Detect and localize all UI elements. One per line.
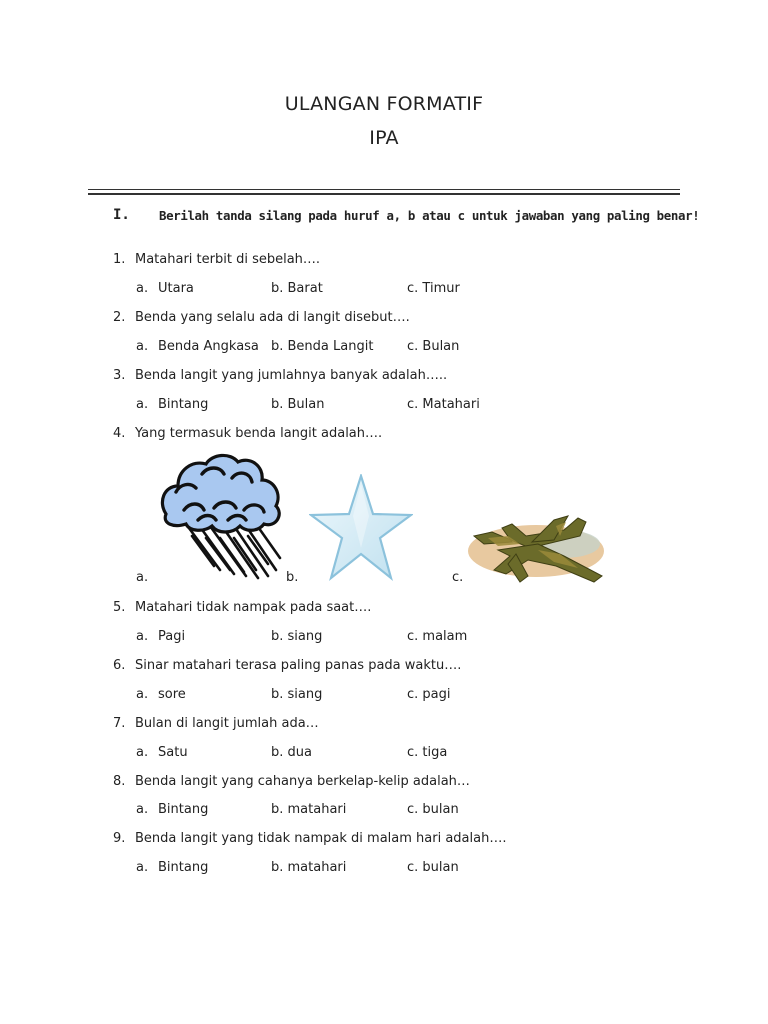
- option-b[interactable]: b. Barat: [271, 281, 323, 296]
- option-text: Bintang: [158, 802, 209, 817]
- option-b[interactable]: b. matahari: [271, 860, 347, 875]
- question-number: 8.: [113, 774, 126, 789]
- option-text: Benda Angkasa: [158, 339, 259, 354]
- question-text: Sinar matahari terasa paling panas pada waktu….: [135, 658, 462, 673]
- page-subtitle: IPA: [369, 127, 399, 149]
- option-a[interactable]: [136, 339, 259, 354]
- question-2: [113, 310, 410, 325]
- option-a[interactable]: [136, 687, 186, 702]
- option-letter: a.: [136, 745, 149, 760]
- question-number: 6.: [113, 658, 126, 673]
- option-letter: a.: [136, 570, 149, 585]
- question-5: [113, 600, 371, 615]
- option-c[interactable]: c. Timur: [407, 281, 460, 296]
- option-text: sore: [158, 687, 186, 702]
- option-text: Bintang: [158, 397, 209, 412]
- option-b[interactable]: b. siang: [271, 687, 323, 702]
- section-instruction: Berilah tanda silang pada huruf a, b atau c untuk jawaban yang paling benar!: [159, 208, 700, 223]
- option-letter: a.: [136, 397, 149, 412]
- option-c[interactable]: c. Bulan: [407, 339, 460, 354]
- question-number: 3.: [113, 368, 126, 383]
- question-text: Matahari terbit di sebelah….: [135, 252, 321, 267]
- option-c[interactable]: c. pagi: [407, 687, 451, 702]
- question-text: Yang termasuk benda langit adalah….: [135, 426, 383, 441]
- question-8: [113, 774, 470, 789]
- question-number: 1.: [113, 252, 126, 267]
- section-number: I.: [113, 207, 130, 223]
- option-c[interactable]: c. malam: [407, 629, 468, 644]
- question-1: [113, 252, 320, 267]
- option-c[interactable]: c. tiga: [407, 745, 448, 760]
- option-a[interactable]: [136, 802, 208, 817]
- question-number: 9.: [113, 831, 126, 846]
- option-text: Utara: [158, 281, 194, 296]
- question-text: Bulan di langit jumlah ada…: [135, 716, 319, 731]
- divider-thin: [88, 189, 680, 190]
- option-a[interactable]: [136, 629, 185, 644]
- option-letter: a.: [136, 281, 149, 296]
- option-letter: a.: [136, 339, 149, 354]
- option-letter: a.: [136, 687, 149, 702]
- option-b[interactable]: b. Benda Langit: [271, 339, 374, 354]
- airplane-icon[interactable]: [468, 514, 606, 586]
- option-a[interactable]: [136, 570, 158, 585]
- option-c[interactable]: c. bulan: [407, 860, 459, 875]
- question-text: Matahari tidak nampak pada saat….: [135, 600, 372, 615]
- question-number: 5.: [113, 600, 126, 615]
- question-text: Benda yang selalu ada di langit disebut….: [135, 310, 410, 325]
- rain-cloud-icon[interactable]: [158, 452, 286, 582]
- option-b[interactable]: b. matahari: [271, 802, 347, 817]
- option-c[interactable]: c.: [452, 570, 464, 585]
- question-number: 4.: [113, 426, 126, 441]
- option-a[interactable]: [136, 745, 188, 760]
- option-c[interactable]: c. bulan: [407, 802, 459, 817]
- divider-thick: [88, 193, 680, 195]
- question-3: [113, 368, 447, 383]
- option-a[interactable]: [136, 860, 208, 875]
- option-text: Bintang: [158, 860, 209, 875]
- option-b[interactable]: b. Bulan: [271, 397, 325, 412]
- option-b[interactable]: b.: [286, 570, 299, 585]
- question-4: [113, 426, 382, 441]
- question-text: Benda langit yang jumlahnya banyak adalah…..: [135, 368, 448, 383]
- question-text: Benda langit yang cahanya berkelap-kelip adalah…: [135, 774, 470, 789]
- question-9: [113, 831, 506, 846]
- option-letter: a.: [136, 802, 149, 817]
- option-text: Pagi: [158, 629, 186, 644]
- option-letter: a.: [136, 860, 149, 875]
- option-b[interactable]: b. siang: [271, 629, 323, 644]
- option-c[interactable]: c. Matahari: [407, 397, 480, 412]
- option-a[interactable]: [136, 281, 194, 296]
- option-a[interactable]: [136, 397, 208, 412]
- question-number: 2.: [113, 310, 126, 325]
- option-letter: a.: [136, 629, 149, 644]
- page-title: ULANGAN FORMATIF: [284, 93, 484, 115]
- option-text: Satu: [158, 745, 188, 760]
- option-b[interactable]: b. dua: [271, 745, 312, 760]
- question-6: [113, 658, 461, 673]
- question-text: Benda langit yang tidak nampak di malam hari adalah….: [135, 831, 507, 846]
- question-7: [113, 716, 319, 731]
- question-number: 7.: [113, 716, 126, 731]
- star-icon[interactable]: [309, 474, 413, 582]
